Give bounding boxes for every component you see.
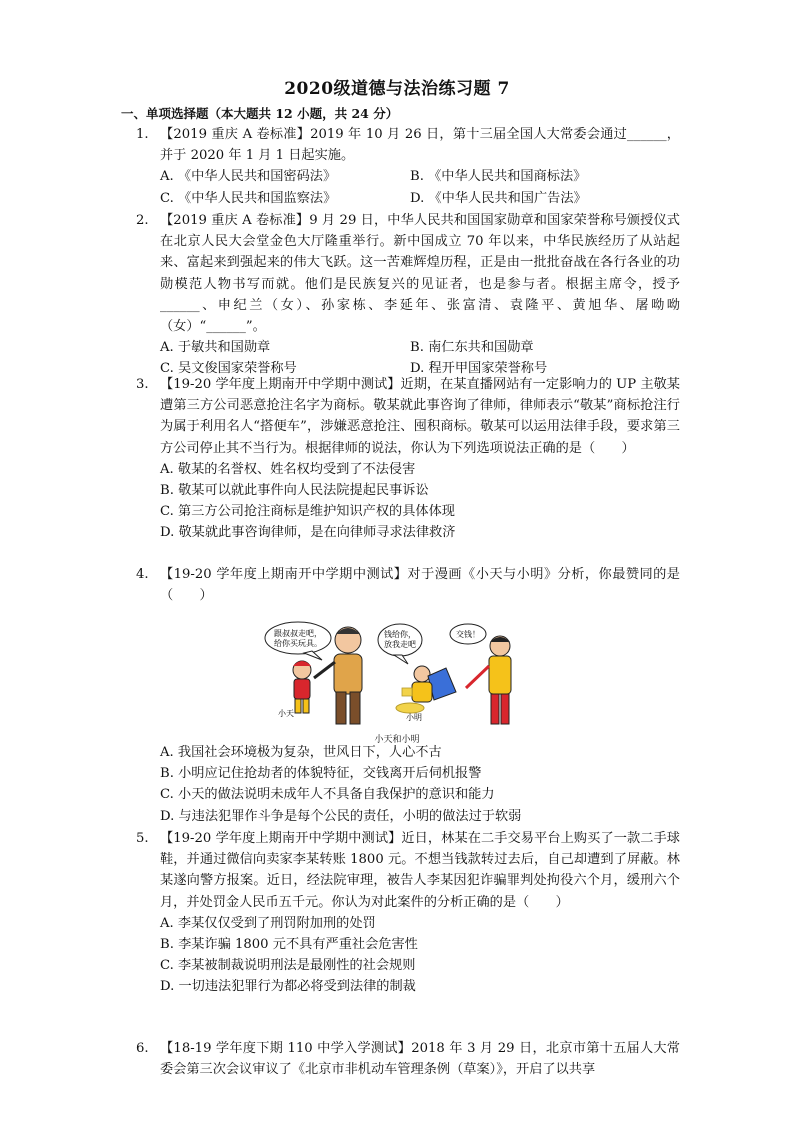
question-4-options [160, 742, 680, 827]
question-6 [136, 1038, 680, 1080]
page-title: 2020级道德与法治练习题 7 [284, 79, 510, 99]
question-number: 4. [136, 567, 149, 582]
bubble-left-line2: 给你买玩具。 [274, 639, 322, 648]
option-b[interactable]: B. 小明应记住抢劫者的体貌特征，交钱离开后伺机报警 [160, 766, 482, 782]
question-1 [136, 124, 680, 209]
kid-tian-body [294, 679, 310, 699]
option-b[interactable]: B. 李某诈骗 1800 元不具有严重社会危害性 [160, 937, 418, 953]
option-d[interactable]: D. 《中华人民共和国广告法》 [410, 190, 587, 206]
robber-body [489, 656, 511, 694]
option-d[interactable]: D. 敬某就此事咨询律师，是在向律师寻求法律救济 [160, 525, 456, 541]
option-d[interactable]: D. 程开甲国家荣誉称号 [410, 361, 548, 377]
option-d[interactable]: D. 一切违法犯罪行为都必将受到法律的制裁 [160, 979, 416, 995]
comic-caption: 小天和小明 [374, 735, 420, 745]
robber-leg [501, 694, 509, 724]
robber-leg [491, 694, 499, 724]
question-text: 【19-20 学年度上期南开中学期中测试】近期，在某直播网站有一定影响力的 UP 主敬某遭第三方公司恶意抢注名字为商标。敬某就此事咨询了律师，律师表示“敬某”商标抢注行为属于利用名人“搭便车”，涉嫌恶意抢注、囤积商标。敬某可以运用法律手段，要求第三方公司停止其不当行为。根据律师的说法，你认为下列选项说法正确的是（ ） [160, 377, 680, 456]
option-c[interactable]: C. 小天的做法说明未成年人不具备自我保护的意识和能力 [160, 787, 495, 803]
option-b[interactable]: B. 敬某可以就此事件向人民法院提起民事诉讼 [160, 483, 429, 499]
man-arm [314, 662, 335, 678]
man-hair [336, 628, 360, 634]
coin-stack [402, 688, 412, 696]
option-c[interactable]: C. 《中华人民共和国监察法》 [160, 190, 337, 206]
comic-illustration [262, 616, 532, 746]
option-c[interactable]: C. 第三方公司抢注商标是维护知识产权的具体体现 [160, 504, 455, 520]
robber-hair [490, 637, 510, 642]
options [160, 166, 680, 208]
man-leg-left [336, 692, 346, 724]
option-a[interactable]: A. 我国社会环境极为复杂，世风日下，人心不古 [160, 745, 442, 760]
option-b[interactable]: B. 《中华人民共和国商标法》 [410, 169, 587, 185]
question-number: 6. [136, 1041, 149, 1056]
option-d[interactable]: D. 与违法犯罪作斗争是每个公民的责任，小明的做法过于软弱 [160, 808, 522, 824]
option-b[interactable]: B. 南仁东共和国勋章 [410, 340, 534, 356]
option-c[interactable]: C. 吴文俊国家荣誉称号 [160, 361, 297, 377]
section-heading: 一、单项选择题（本大题共 12 小题，共 24 分） [121, 106, 399, 121]
kid-tian-leg [303, 699, 309, 713]
bubble-tail [304, 651, 322, 660]
option-c[interactable]: C. 李某被制裁说明刑法是最刚性的社会规则 [160, 958, 416, 974]
question-text: 【2019 重庆 A 卷标准】9 月 29 日，中华人民共和国国家勋章和国家荣誉称号颁授仪式在北京人民大会堂金色大厅隆重举行。新中国成立 70 年以来，中华民族经历了从站起来、富起来到强起来的伟大飞跃。这一苦难辉煌历程，正是由一批批奋战在各行各业的功勋模范人物书写而就。他们是民族复兴的见证者，也是参与者。根据主席令，授予______、申纪兰（女）、孙家栋、李延年、张富清、袁隆平、黄旭华、屠呦呦（女）“______”。 [160, 213, 680, 335]
kid-ming-head [414, 666, 430, 682]
question-number: 3. [136, 377, 149, 392]
bubble-tail [394, 655, 408, 664]
kid-tian-leg [295, 699, 301, 713]
option-a[interactable]: A. 于敏共和国勋章 [160, 340, 271, 356]
question-text: 【2019 重庆 A 卷标准】2019 年 10 月 26 日，第十三届全国人大常委会通过______，并于 2020 年 1 月 1 日起实施。 [160, 127, 680, 164]
options [160, 742, 680, 827]
bubble-right-text: 交钱！ [456, 630, 480, 639]
label-xiaotian: 小天 [278, 709, 294, 718]
kid-tian-cap [293, 661, 311, 666]
speech-bubble-left [265, 622, 331, 654]
question-2 [136, 210, 680, 380]
question-4 [136, 564, 680, 606]
man-leg-right [350, 692, 360, 724]
bubble-mid-line1: 钱给你， [384, 630, 416, 639]
option-a[interactable]: A. 敬某的名誉权、姓名权均受到了不法侵害 [160, 461, 416, 477]
comic-drawing [262, 616, 532, 732]
bubble-left-line1: 跟叔叔走吧， [274, 629, 322, 638]
question-3 [136, 374, 680, 544]
question-number: 1. [136, 127, 149, 142]
question-number: 2. [136, 213, 149, 228]
question-text: 【18-19 学年度下期 110 中学入学测试】2018 年 3 月 29 日，北京市第十五届人大常委会第三次会议审议了《北京市非机动车管理条例（草案）》，开启了以共享 [160, 1041, 680, 1078]
options [160, 913, 680, 998]
option-a[interactable]: A. 李某仅仅受到了刑罚附加刑的处罚 [160, 915, 376, 931]
question-5 [136, 828, 680, 998]
question-number: 5. [136, 831, 149, 846]
question-text: 【19-20 学年度上期南开中学期中测试】近日，林某在二手交易平台上购买了一款二手球鞋，并通过微信向卖家李某转账 1800 元。不想当钱款转过去后，自己却遭到了屏蔽。林某遂向警方报案。近日，经法院审理，被告人李某因犯诈骗罪判处拘役六个月，缓刑六个月，并处罚金人民币五千元。你认为对此案件的分析正确的是（ ） [160, 831, 680, 910]
label-xiaoming: 小明 [406, 713, 422, 722]
man-body [334, 654, 362, 694]
options [160, 459, 680, 544]
bubble-mid-line2: 放我走吧 [384, 640, 416, 649]
question-text: 【19-20 学年度上期南开中学期中测试】对于漫画《小天与小明》分析，你最赞同的是（ ） [160, 567, 680, 604]
coins [396, 703, 424, 713]
robber-stick [466, 666, 489, 688]
kid-ming-body [412, 682, 432, 702]
option-a[interactable]: A. 《中华人民共和国密码法》 [160, 169, 337, 185]
